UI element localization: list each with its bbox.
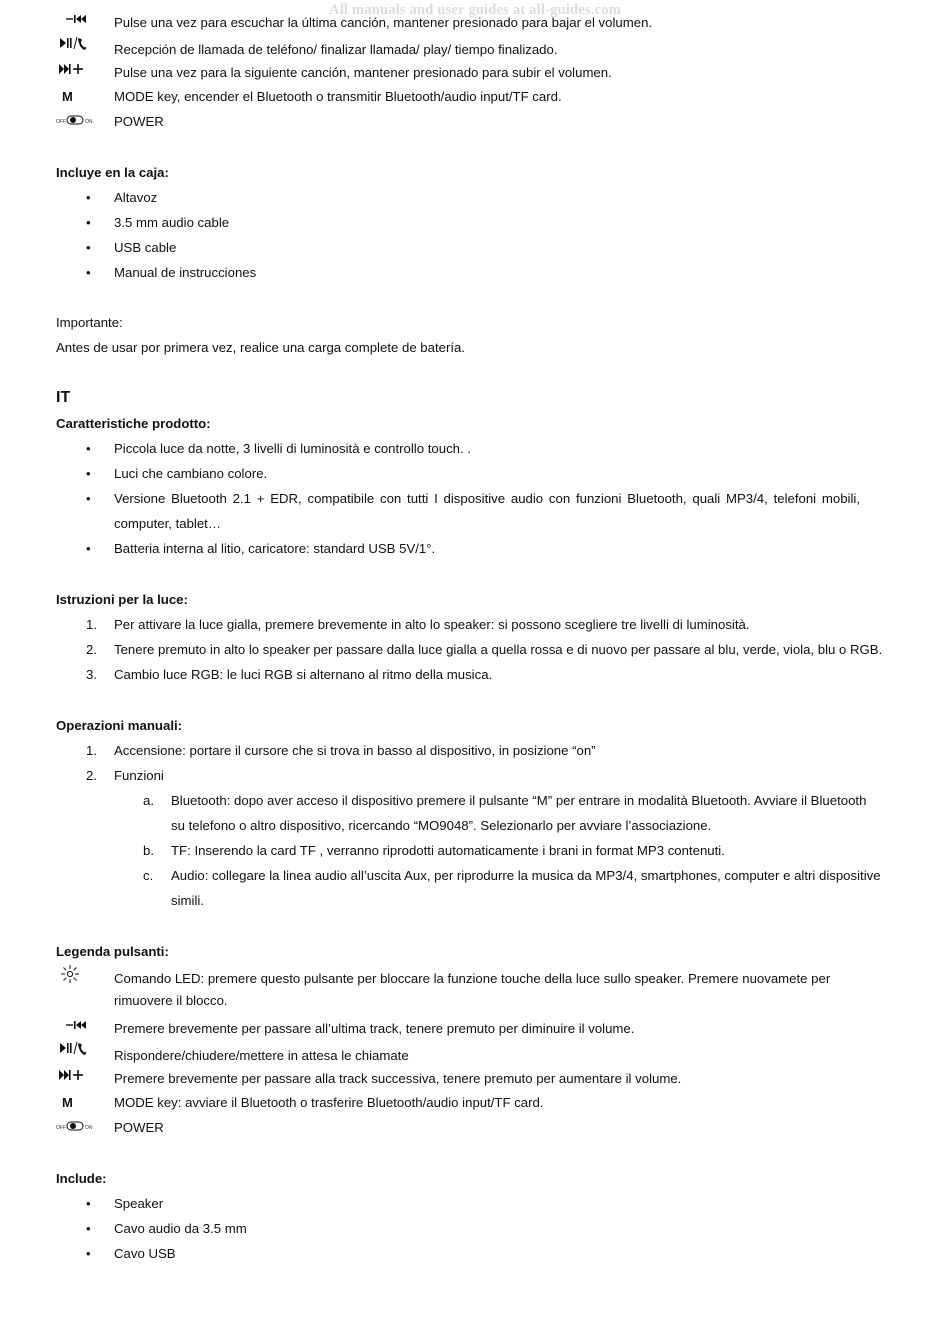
list-item: Batteria interna al litio, caricatore: standard USB 5V/1°. (114, 541, 436, 556)
bullet: • (86, 466, 91, 481)
button-desc-play: Recepción de llamada de teléfono/ finalizar llamada/ play/ tiempo finalizado. (114, 42, 558, 57)
bullet: • (86, 240, 91, 255)
bullet: • (86, 215, 91, 230)
step-text: Cambio luce RGB: le luci RGB si alternano al ritmo della musica. (114, 667, 493, 682)
legend-heading: Legenda pulsanti: (56, 944, 169, 959)
sub-step-text: TF: Inserendo la card TF , verranno riprodotti automaticamente i brani in format MP3 contenuti. (171, 843, 725, 858)
section-title-it: IT (56, 389, 71, 406)
list-item: Altavoz (114, 190, 158, 205)
manual-heading: Operazioni manuali: (56, 718, 183, 733)
button-desc-next: Pulse una vez para la siguiente canción, mantener presionado para subir el volumen. (114, 65, 612, 80)
step-text: Accensione: portare il cursore che si trova in basso al dispositivo, in posizione “on” (114, 743, 596, 758)
list-item: Manual de instrucciones (114, 265, 257, 280)
bullet: • (86, 441, 91, 456)
legend-desc-led: Comando LED: premere questo pulsante per bloccare la funzione touche della luce sullo speaker. Premere nuovamete per (114, 971, 831, 986)
step-number: 1. (86, 617, 97, 632)
mode-key-icon: M (62, 89, 73, 104)
bullet: • (86, 491, 91, 506)
sub-step-text-continued: su telefono o altro dispositivo, ricercando “MO9048”. Selezionarlo per avviare l’associazione. (171, 818, 712, 833)
sub-step-text: Bluetooth: dopo aver acceso il dispositivo premere il pulsante “M” per entrare in modalità Bluetooth. Avviare il Bluetooth (171, 793, 867, 808)
sub-step-letter: b. (143, 843, 154, 858)
important-label: Importante: (56, 315, 123, 330)
button-desc-power: POWER (114, 114, 164, 129)
step-text: Tenere premuto in alto lo speaker per passare dalla luce gialla a quella rossa e di nuovo per passare al blu, verde, viola, blu o RGB. (114, 642, 883, 657)
svg-text:OFF: OFF (56, 1125, 66, 1131)
bullet: • (86, 265, 91, 280)
step-number: 1. (86, 743, 97, 758)
light-heading: Istruzioni per la luce: (56, 592, 188, 607)
list-item: Cavo USB (114, 1246, 176, 1261)
legend-desc-led-continued: rimuovere il blocco. (114, 993, 228, 1008)
bullet: • (86, 1246, 91, 1261)
watermark: All manuals and user guides at all-guides.com (329, 2, 621, 18)
mode-key-icon: M (62, 1095, 73, 1110)
box-heading: Incluye en la caja: (56, 165, 169, 180)
sub-step-text-continued: simili. (171, 893, 204, 908)
button-desc-mode: MODE key, encender el Bluetooth o transmitir Bluetooth/audio input/TF card. (114, 89, 562, 104)
svg-text:ON: ON (85, 1125, 93, 1131)
list-item: Luci che cambiano colore. (114, 466, 268, 481)
legend-desc-power: POWER (114, 1120, 164, 1135)
list-item: Versione Bluetooth 2.1 + EDR, compatibile con tutti I dispositive audio con funzioni Bluetooth, quali MP3/4, telefoni mobili, (114, 491, 860, 506)
features-heading: Caratteristiche prodotto: (56, 416, 211, 431)
play-call-icon (56, 36, 90, 50)
legend-desc-prev: Premere brevemente per passare all’ultima track, tenere premuto per diminuire il volume. (114, 1021, 635, 1036)
list-item: USB cable (114, 240, 177, 255)
list-item: Speaker (114, 1196, 164, 1211)
legend-desc-next: Premere brevemente per passare alla track successiva, tenere premuto per aumentare il volume. (114, 1071, 682, 1086)
next-track-icon (56, 63, 90, 77)
sub-step-letter: a. (143, 793, 154, 808)
step-text: Funzioni (114, 768, 164, 783)
list-item: 3.5 mm audio cable (114, 215, 230, 230)
prev-track-icon (56, 1020, 90, 1034)
step-number: 3. (86, 667, 97, 682)
legend-desc-play: Rispondere/chiudere/mettere in attesa le chiamate (114, 1048, 409, 1063)
play-call-icon (56, 1041, 90, 1055)
important-text: Antes de usar por primera vez, realice una carga complete de batería. (56, 340, 466, 355)
include-heading: Include: (56, 1171, 107, 1186)
svg-text:OFF: OFF (56, 119, 66, 125)
power-switch-icon (56, 114, 96, 128)
list-item: Cavo audio da 3.5 mm (114, 1221, 247, 1236)
button-desc-prev: Pulse una vez para escuchar la última canción, mantener presionado para bajar el volumen. (114, 15, 653, 30)
sub-step-text: Audio: collegare la linea audio all’uscita Aux, per riprodurre la musica da MP3/4, smartphones, computer e altri dispositive (171, 868, 881, 883)
led-light-icon (60, 964, 80, 984)
svg-text:ON: ON (85, 119, 93, 125)
prev-track-icon (56, 14, 90, 28)
list-item-continued: computer, tablet… (114, 516, 222, 531)
list-item: Piccola luce da notte, 3 livelli di luminosità e controllo touch. . (114, 441, 471, 456)
next-track-icon (56, 1069, 90, 1083)
step-text: Per attivare la luce gialla, premere brevemente in alto lo speaker: si possono scegliere tre livelli di luminosità. (114, 617, 750, 632)
legend-desc-mode: MODE key: avviare il Bluetooth o trasferire Bluetooth/audio input/TF card. (114, 1095, 544, 1110)
power-switch-icon (56, 1120, 96, 1134)
bullet: • (86, 190, 91, 205)
step-number: 2. (86, 768, 97, 783)
bullet: • (86, 1196, 91, 1211)
bullet: • (86, 541, 91, 556)
sub-step-letter: c. (143, 868, 154, 883)
step-number: 2. (86, 642, 97, 657)
bullet: • (86, 1221, 91, 1236)
